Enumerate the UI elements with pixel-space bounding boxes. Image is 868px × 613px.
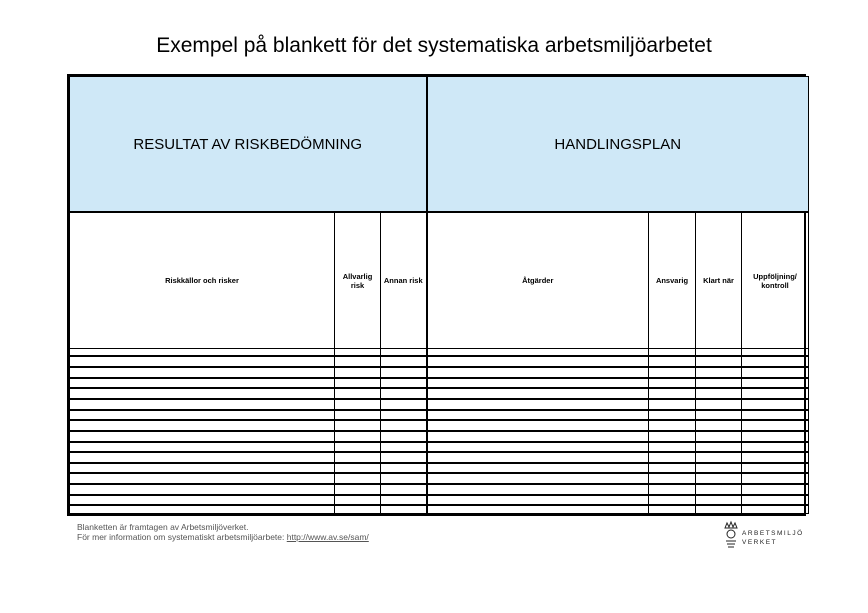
footer: [77, 522, 369, 542]
form-row: [70, 473, 809, 484]
form-cell[interactable]: [335, 442, 381, 453]
form-cell[interactable]: [696, 484, 742, 495]
form-cell[interactable]: [742, 378, 809, 389]
form-cell[interactable]: [742, 473, 809, 484]
form-cell[interactable]: [742, 399, 809, 410]
form-cell[interactable]: [335, 367, 381, 378]
form-cell[interactable]: [696, 463, 742, 474]
arbetsmiljoverket-logo: [722, 519, 812, 553]
form-cell[interactable]: [427, 410, 649, 421]
form-cell[interactable]: [70, 452, 335, 463]
form-cell[interactable]: [742, 495, 809, 506]
form-cell[interactable]: [696, 410, 742, 421]
form-cell[interactable]: [427, 388, 649, 399]
form-cell[interactable]: [427, 484, 649, 495]
form-cell[interactable]: [696, 452, 742, 463]
form-cell[interactable]: [335, 505, 381, 513]
column-header-done-when: Klart när: [696, 212, 742, 348]
form-cell[interactable]: [70, 356, 335, 367]
form-cell[interactable]: [427, 367, 649, 378]
form-row: [70, 431, 809, 442]
form-cell[interactable]: [70, 378, 335, 389]
form-cell[interactable]: [335, 484, 381, 495]
form-cell[interactable]: [649, 463, 696, 474]
form-cell[interactable]: [381, 495, 427, 506]
form-cell[interactable]: [649, 484, 696, 495]
form-cell[interactable]: [427, 348, 649, 356]
form-cell[interactable]: [335, 399, 381, 410]
form-cell[interactable]: [381, 442, 427, 453]
form-cell[interactable]: [381, 473, 427, 484]
form-cell[interactable]: [649, 388, 696, 399]
form-cell[interactable]: [381, 431, 427, 442]
form-cell[interactable]: [70, 348, 335, 356]
form-cell[interactable]: [649, 431, 696, 442]
form-cell[interactable]: [70, 388, 335, 399]
form-row: [70, 463, 809, 474]
form-cell[interactable]: [381, 420, 427, 431]
form-cell[interactable]: [649, 495, 696, 506]
form-cell[interactable]: [70, 505, 335, 513]
form-cell[interactable]: [742, 356, 809, 367]
form-cell[interactable]: [335, 356, 381, 367]
form-cell[interactable]: [381, 452, 427, 463]
form-cell[interactable]: [742, 431, 809, 442]
form-cell[interactable]: [70, 484, 335, 495]
form-cell[interactable]: [335, 410, 381, 421]
form-cell[interactable]: [696, 348, 742, 356]
form-cell[interactable]: [696, 356, 742, 367]
form-cell[interactable]: [742, 452, 809, 463]
column-header-follow-up: Uppföljning/ kontroll: [742, 212, 809, 348]
form-cell[interactable]: [70, 420, 335, 431]
form-cell[interactable]: [742, 442, 809, 453]
logo-text-line-1: ARBETSMILJÖ: [742, 530, 804, 537]
form-cell[interactable]: [335, 473, 381, 484]
form-cell[interactable]: [427, 495, 649, 506]
form-cell[interactable]: [649, 442, 696, 453]
form-cell[interactable]: [335, 431, 381, 442]
form-cell[interactable]: [381, 410, 427, 421]
form-row: [70, 378, 809, 389]
crown-emblem-icon: [722, 519, 740, 549]
form-row: [70, 484, 809, 495]
section-header-risk-assessment: RESULTAT AV RISKBEDÖMNING: [70, 77, 427, 213]
form-cell[interactable]: [696, 378, 742, 389]
page-title: Exempel på blankett för det systematiska arbetsmiljöarbetet: [156, 34, 712, 57]
risk-assessment-form: [67, 74, 806, 516]
form-row: [70, 495, 809, 506]
form-cell[interactable]: [649, 420, 696, 431]
form-row: [70, 388, 809, 399]
form-row: [70, 452, 809, 463]
form-table: [69, 76, 809, 514]
form-cell[interactable]: [696, 495, 742, 506]
form-cell[interactable]: [427, 378, 649, 389]
form-cell[interactable]: [381, 348, 427, 356]
form-cell[interactable]: [70, 473, 335, 484]
form-cell[interactable]: [381, 388, 427, 399]
form-row: [70, 420, 809, 431]
form-cell[interactable]: [70, 442, 335, 453]
form-cell[interactable]: [381, 463, 427, 474]
column-header-risk-sources: Riskkällor och risker: [70, 212, 335, 348]
form-cell[interactable]: [70, 410, 335, 421]
form-row: [70, 367, 809, 378]
form-cell[interactable]: [427, 420, 649, 431]
form-cell[interactable]: [381, 484, 427, 495]
form-cell[interactable]: [649, 452, 696, 463]
form-row: [70, 399, 809, 410]
form-cell[interactable]: [427, 452, 649, 463]
form-cell[interactable]: [742, 367, 809, 378]
form-row: [70, 356, 809, 367]
form-cell[interactable]: [742, 388, 809, 399]
column-header-serious-risk: Allvarlig risk: [335, 212, 381, 348]
form-cell[interactable]: [427, 463, 649, 474]
form-cell[interactable]: [335, 388, 381, 399]
form-cell[interactable]: [696, 399, 742, 410]
form-cell[interactable]: [696, 367, 742, 378]
footer-line-1: Blanketten är framtagen av Arbetsmiljöverket.: [77, 522, 249, 532]
form-cell[interactable]: [696, 505, 742, 513]
form-cell[interactable]: [335, 463, 381, 474]
column-header-other-risk: Annan risk: [381, 212, 427, 348]
form-cell[interactable]: [427, 442, 649, 453]
form-cell[interactable]: [742, 463, 809, 474]
form-cell[interactable]: [649, 378, 696, 389]
form-cell[interactable]: [427, 356, 649, 367]
form-row: [70, 410, 809, 421]
footer-link[interactable]: http://www.av.se/sam/: [286, 532, 369, 542]
form-cell[interactable]: [696, 442, 742, 453]
form-cell[interactable]: [381, 399, 427, 410]
form-cell[interactable]: [427, 399, 649, 410]
form-row: [70, 442, 809, 453]
form-cell[interactable]: [649, 399, 696, 410]
form-cell[interactable]: [70, 463, 335, 474]
form-cell[interactable]: [649, 505, 696, 513]
form-cell[interactable]: [335, 348, 381, 356]
form-cell[interactable]: [427, 431, 649, 442]
form-cell[interactable]: [649, 410, 696, 421]
form-cell[interactable]: [696, 420, 742, 431]
form-cell[interactable]: [742, 410, 809, 421]
form-cell[interactable]: [381, 356, 427, 367]
section-header-action-plan: HANDLINGSPLAN: [427, 77, 809, 213]
form-cell[interactable]: [696, 431, 742, 442]
form-cell[interactable]: [742, 484, 809, 495]
logo-text-line-2: VERKET: [742, 539, 778, 546]
form-cell[interactable]: [649, 348, 696, 356]
form-cell[interactable]: [742, 420, 809, 431]
form-cell[interactable]: [696, 473, 742, 484]
form-cell[interactable]: [335, 495, 381, 506]
form-cell[interactable]: [742, 348, 809, 356]
form-cell[interactable]: [427, 505, 649, 513]
form-cell[interactable]: [381, 505, 427, 513]
form-cell[interactable]: [335, 452, 381, 463]
form-cell[interactable]: [70, 367, 335, 378]
form-cell[interactable]: [649, 367, 696, 378]
form-cell[interactable]: [335, 378, 381, 389]
form-cell[interactable]: [649, 356, 696, 367]
form-cell[interactable]: [70, 399, 335, 410]
form-cell[interactable]: [335, 420, 381, 431]
form-cell[interactable]: [70, 495, 335, 506]
form-cell[interactable]: [381, 367, 427, 378]
footer-line-2-text: För mer information om systematiskt arbetsmiljöarbete:: [77, 532, 287, 542]
form-cell[interactable]: [696, 388, 742, 399]
column-header-responsible: Ansvarig: [649, 212, 696, 348]
column-header-measures: Åtgärder: [427, 212, 649, 348]
form-cell[interactable]: [70, 431, 335, 442]
form-cell[interactable]: [427, 473, 649, 484]
form-cell[interactable]: [381, 378, 427, 389]
form-row: [70, 348, 809, 356]
form-cell[interactable]: [742, 505, 809, 513]
form-row: [70, 505, 809, 513]
footer-line-2: [77, 532, 369, 542]
form-cell[interactable]: [649, 473, 696, 484]
